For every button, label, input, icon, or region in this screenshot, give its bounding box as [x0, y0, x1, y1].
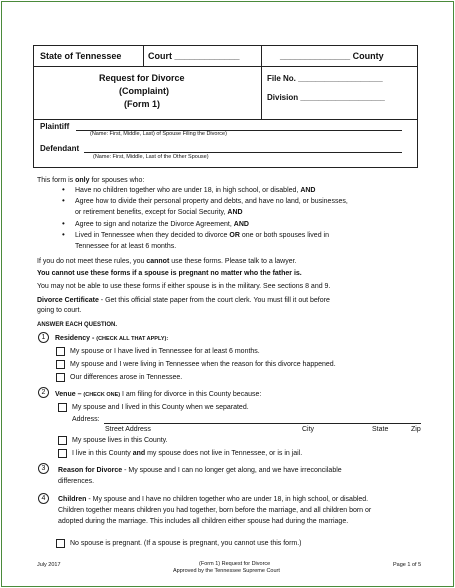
bullet-3: • — [62, 219, 65, 228]
section-number-3: 3 — [38, 463, 49, 474]
rule-4-cont: Tennessee for at least 6 months. — [75, 243, 177, 250]
children-title: Children - My spouse and I have no children together who are under 18, in high school, or disabled. — [58, 496, 369, 503]
form-subtitle: (Complaint) — [119, 86, 169, 96]
residency-checkbox-3[interactable] — [56, 373, 65, 382]
venue-checkbox-3[interactable] — [58, 449, 67, 458]
rule-3: Agree to sign and notarize the Divorce Agreement, AND — [75, 221, 249, 228]
defendant-label: Defendant — [40, 144, 80, 153]
bullet-4: • — [62, 230, 65, 239]
residency-checkbox-1[interactable] — [56, 347, 65, 356]
section-number-2: 2 — [38, 387, 49, 398]
rule-1: Have no children together who are under 18, in high school, or disabled, AND — [75, 187, 316, 194]
certificate-note-cont: going to court. — [37, 307, 82, 314]
defendant-note: (Name: First, Middle, Last of the Other Spouse) — [93, 154, 209, 160]
venue-option-3: I live in this County and my spouse does not live in Tennessee, or is in jail. — [72, 450, 303, 457]
file-no-field[interactable]: File No. ___________________ — [267, 74, 383, 83]
section-number-1: 1 — [38, 332, 49, 343]
plaintiff-note: (Name: First, Middle, Last) of Spouse Filing the Divorce) — [90, 131, 227, 137]
residency-option-2: My spouse and I were living in Tennessee when the reason for this divorce happened. — [70, 361, 336, 368]
bullet-2: • — [62, 196, 65, 205]
division-field[interactable]: Division ___________________ — [267, 93, 385, 102]
state-label-addr: State — [372, 426, 389, 433]
children-text-2: Children together means children you had together, born before the marriage, and all children born or — [58, 507, 372, 514]
plaintiff-label: Plaintiff — [40, 122, 70, 131]
reason-text-cont: differences. — [58, 478, 95, 485]
form-number: (Form 1) — [124, 99, 160, 109]
residency-checkbox-2[interactable] — [56, 360, 65, 369]
residency-option-1: My spouse or I have lived in Tennessee for at least 6 months. — [70, 348, 260, 355]
bullet-1: • — [62, 185, 65, 194]
form-title: Request for Divorce — [99, 73, 185, 83]
address-label: Address: — [72, 416, 100, 423]
county-field[interactable]: ______________ County — [280, 51, 384, 61]
venue-option-2: My spouse lives in this County. — [72, 437, 168, 444]
not-pregnant-option: No spouse is pregnant. (If a spouse is pregnant, you cannot use this form.) — [70, 540, 302, 547]
reason-title: Reason for Divorce - My spouse and I can no longer get along, and we have irreconcilable — [58, 467, 342, 474]
military-note: You may not be able to use these forms if either spouse is in the military. See sections 8 and 9. — [37, 283, 331, 290]
intro-line: This form is only for spouses who: — [37, 177, 145, 184]
not-pregnant-checkbox[interactable] — [56, 539, 65, 548]
pregnant-warning: You cannot use these forms if a spouse is pregnant no matter who the father is. — [37, 270, 302, 277]
venue-checkbox-2[interactable] — [58, 436, 67, 445]
street-label: Street Address — [105, 426, 151, 433]
children-text-3: adopted during the marriage. This includes all children either spouse had during the marriage. — [58, 518, 349, 525]
rule-2: Agree how to divide their personal property and debts, and have no land, or businesses, — [75, 198, 348, 205]
certificate-note: Divorce Certificate - Get this official state paper from the court clerk. You must fill it out before — [37, 297, 330, 304]
state-label: State of Tennessee — [40, 51, 122, 61]
venue-option-1: My spouse and I lived in this County when we separated. — [72, 404, 249, 411]
section-number-4: 4 — [38, 493, 49, 504]
address-input[interactable] — [104, 423, 421, 424]
residency-option-3: Our differences arose in Tennessee. — [70, 374, 183, 381]
caption-box — [33, 45, 418, 168]
footer-date: July 2017 — [37, 562, 61, 568]
residency-title: Residency - (CHECK ALL THAT APPLY): — [55, 335, 169, 342]
zip-label: Zip — [411, 426, 421, 433]
venue-checkbox-1[interactable] — [58, 403, 67, 412]
answer-heading: ANSWER EACH QUESTION. — [37, 322, 118, 328]
rule-2-cont: or retirement benefits, except for Social Security, AND — [75, 209, 243, 216]
footer-form-name: (Form 1) Request for Divorce — [199, 561, 271, 567]
venue-title: Venue – (CHECK ONE) I am filing for divorce in this County because: — [55, 391, 262, 398]
footer-approval: Approved by the Tennessee Supreme Court — [173, 568, 280, 574]
defendant-input[interactable] — [84, 152, 402, 153]
footer-page: Page 1 of 5 — [393, 562, 422, 568]
rule-4: Lived in Tennessee when they decided to divorce OR one or both spouses lived in — [75, 232, 329, 239]
city-label: City — [302, 426, 315, 433]
not-meet-rules: If you do not meet these rules, you cannot use these forms. Please talk to a lawyer. — [37, 258, 297, 265]
court-field[interactable]: Court _____________ — [148, 51, 240, 61]
